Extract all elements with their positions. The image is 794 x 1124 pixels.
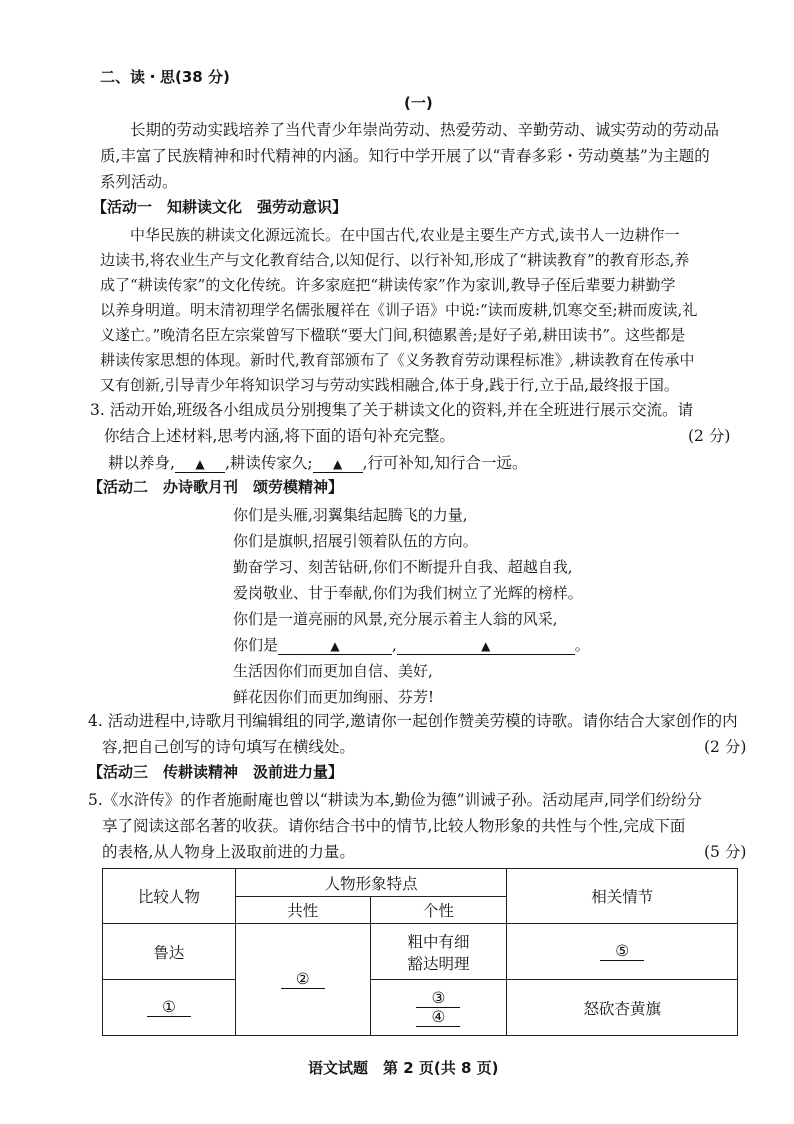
answer-blank-2[interactable]: ▲ (313, 456, 363, 473)
material-line-2: 边读书,将农业生产与文化教育结合,以知促行、以行补知,形成了“耕读教育”的教育形态,养 (100, 251, 690, 269)
question-4-score: (2 分) (704, 738, 747, 756)
fill-sentence (108, 450, 527, 476)
question-3-score: (2 分) (688, 427, 731, 445)
question-3-line-1: 3. 活动开始,班级各小组成员分别搜集了关于耕读文化的资料,并在全班进行展示交流。请 (90, 401, 694, 419)
common-trait-cell (235, 924, 370, 1036)
poem-blank-comma: , (392, 636, 397, 654)
answer-blank-2-circled[interactable]: ② (281, 970, 325, 989)
question-5-line-3: 的表格,从人物身上汲取前进的力量。 (102, 843, 355, 861)
question-5-line-2: 享了阅读这部名著的收获。请你结合书中的情节,比较人物形象的共性与个性,完成下面 (102, 817, 686, 835)
poem-line-5: 你们是一道亮丽的风景,充分展示着主人翁的风采, (233, 610, 558, 628)
material-line-4: 以养身明道。明末清初理学名儒张履祥在《训子语》中说:“读而废耕,饥寒交至;耕而废读,礼 (100, 301, 698, 319)
header-compare-person: 比较人物 (103, 869, 236, 924)
poem-line-7: 鲜花因你们而更加绚丽、芬芳! (233, 688, 435, 706)
fill-part-a: 耕以养身, (108, 454, 175, 472)
answer-blank-1-circled[interactable]: ① (147, 998, 191, 1017)
intro-line-1: 长期的劳动实践培养了当代青少年崇尚劳动、热爱劳动、辛勤劳动、诚实劳动的劳动品 (130, 121, 720, 139)
row1-trait-2: 豁达明理 (407, 954, 470, 973)
poem-answer-blank-2[interactable]: ▲ (397, 638, 575, 655)
section-heading: 二、读・思(38 分) (100, 68, 230, 86)
fill-part-c: ,行可补知,知行合一远。 (362, 454, 528, 472)
poem-line-2: 你们是旗帜,招展引领着队伍的方向。 (233, 532, 478, 550)
poem-line-6: 生活因你们而更加自信、美好, (233, 662, 433, 680)
row1-plot-cell (507, 924, 738, 980)
fill-part-b: ,耕读传家久; (224, 454, 313, 472)
header-common: 共性 (235, 897, 370, 924)
question-5-line-1: 5.《水浒传》的作者施耐庵也曾以“耕读为本,勤俭为德”训诫子孙。活动尾声,同学们纷纷分 (88, 791, 702, 809)
row1-character: 鲁达 (103, 924, 236, 980)
part-number: (一) (404, 94, 433, 112)
row2-plot: 怒砍杏黄旗 (507, 980, 738, 1036)
answer-blank-1[interactable]: ▲ (175, 456, 225, 473)
activity1-title: 【活动一 知耕读文化 强劳动意识】 (92, 198, 348, 216)
page-footer: 语文试题 第 2 页(共 8 页) (308, 1059, 499, 1077)
question-4-line-1: 4. 活动进程中,诗歌月刊编辑组的同学,邀请你一起创作赞美劳模的诗歌。请你结合大家创作的内 (88, 712, 738, 730)
poem-answer-blank-1[interactable]: ▲ (278, 638, 392, 655)
poem-line-1: 你们是头雁,羽翼集结起腾飞的力量, (233, 506, 468, 524)
poem-blank-end: 。 (574, 636, 590, 654)
poem-line-4: 爱岗敬业、甘于奉献,你们为我们树立了光辉的榜样。 (233, 584, 583, 602)
material-line-3: 成了“耕读传家”的文化传统。许多家庭把“耕读传家”作为家训,教导子侄后辈要力耕勤学 (100, 276, 676, 294)
answer-blank-5[interactable]: ⑤ (600, 942, 644, 961)
activity3-title: 【活动三 传耕读精神 汲前进力量】 (88, 763, 344, 781)
answer-blank-3[interactable]: ③ (416, 989, 460, 1008)
row1-traits (370, 924, 507, 980)
activity2-title: 【活动二 办诗歌月刊 颂劳模精神】 (88, 478, 344, 496)
poem-blank-line (233, 632, 590, 658)
header-individual: 个性 (370, 897, 507, 924)
row1-trait-1: 粗中有细 (407, 932, 470, 951)
intro-line-3: 系列活动。 (100, 173, 178, 191)
question-3-line-2: 你结合上述材料,思考内涵,将下面的语句补充完整。 (104, 427, 455, 445)
row2-character-cell (103, 980, 236, 1036)
material-line-7: 又有创新,引导青少年将知识学习与劳动实践相融合,体于身,践于行,立于品,最终报于国。 (100, 376, 679, 394)
row2-traits (370, 980, 507, 1036)
header-traits: 人物形象特点 (235, 869, 507, 897)
material-line-1: 中华民族的耕读文化源远流长。在中国古代,农业是主要生产方式,读书人一边耕作一 (130, 226, 680, 244)
question-4-line-2: 容,把自己创写的诗句填写在横线处。 (102, 738, 355, 756)
character-comparison-table (102, 868, 738, 1036)
intro-line-2: 质,丰富了民族精神和时代精神的内涵。知行中学开展了以“青春多彩・劳动奠基”为主题的 (100, 147, 710, 165)
question-5-score: (5 分) (704, 843, 747, 861)
poem-line-3: 勤奋学习、刻苦钻研,你们不断提升自我、超越自我, (233, 558, 573, 576)
answer-blank-4[interactable]: ④ (416, 1008, 460, 1027)
header-related-plot: 相关情节 (507, 869, 738, 924)
material-line-6: 耕读传家思想的体现。新时代,教育部颁布了《义务教育劳动课程标准》,耕读教育在传承中 (100, 351, 695, 369)
poem-blank-prefix: 你们是 (233, 636, 279, 654)
material-line-5: 义遂亡。”晚清名臣左宗棠曾写下楹联“要大门间,积德累善;是好子弟,耕田读书”。这些都是 (100, 326, 686, 344)
